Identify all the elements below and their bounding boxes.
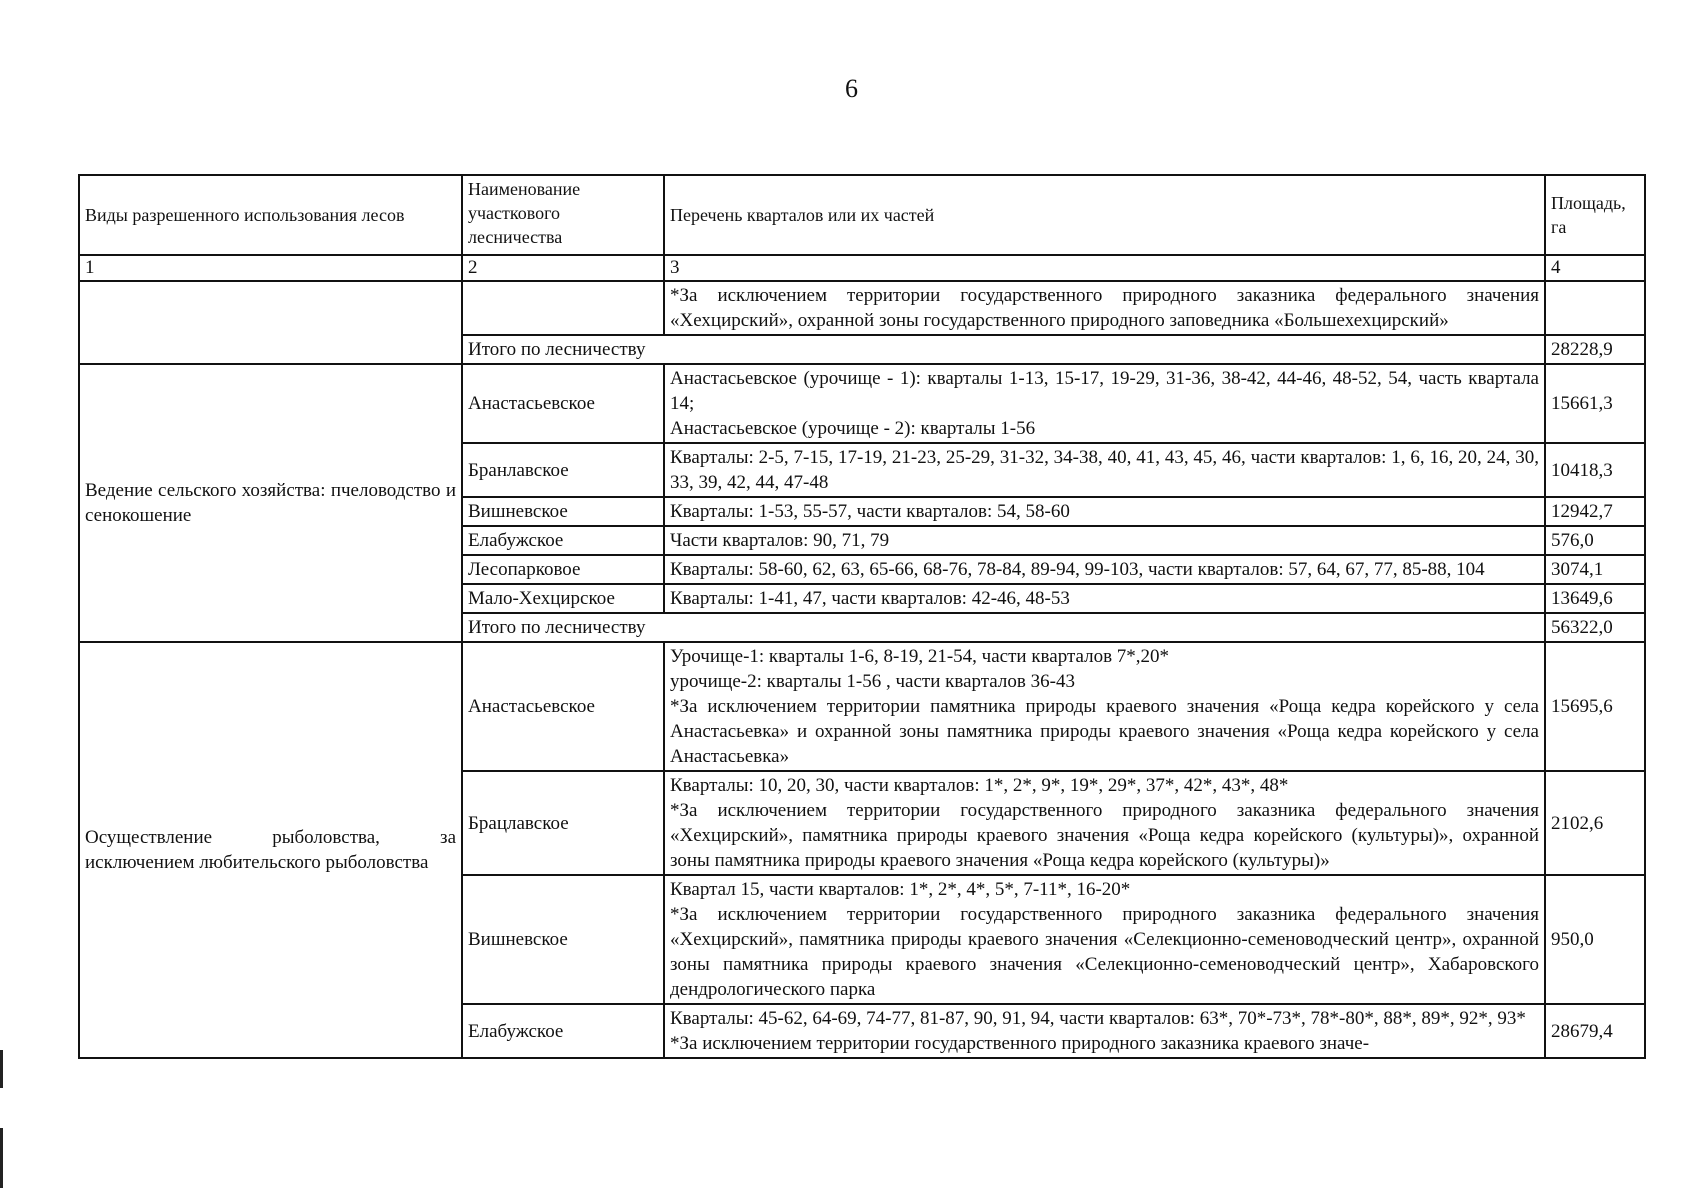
- quarters-line: *За исключением территории государственного природного заказника краевого значе-: [670, 1033, 1370, 1054]
- area-value: 12942,7: [1545, 497, 1645, 526]
- forestry-name: Елабужское: [462, 1004, 664, 1058]
- header-row: [79, 175, 1645, 255]
- forestry-name: Лесопарковое: [462, 555, 664, 584]
- column-number-row: [79, 255, 1645, 281]
- column-number-2: 2: [462, 255, 664, 281]
- use-type-cell-empty: [79, 281, 462, 364]
- column-number-3: 3: [664, 255, 1545, 281]
- quarters-list: [664, 642, 1545, 771]
- table-row: [79, 642, 1645, 771]
- quarters-line: *За исключением территории памятника природы краевого значения «Роща кедра корейского у села Анастасьевка» и охранной зоны памятника природы краевого значения «Роща кедра корейского у села Анастасьевка»: [670, 696, 1539, 767]
- area-cell-empty: [1545, 281, 1645, 335]
- page-number: 6: [845, 74, 858, 103]
- use-type-cell: Ведение сельского хозяйства: пчеловодство и сенокошение: [79, 364, 462, 642]
- header-quarters: Перечень кварталов или их частей: [664, 175, 1545, 255]
- total-label: Итого по лесничеству: [462, 335, 1545, 364]
- forestry-name: Бранлавское: [462, 443, 664, 497]
- scan-edge-mark: [0, 1128, 3, 1188]
- quarters-note: *За исключением территории государственного природного заказника федерального значения «Хехцирский», охранной зоны государственного природного заповедника «Большехехцирский»: [664, 281, 1545, 335]
- area-value: 13649,6: [1545, 584, 1645, 613]
- forestry-name: Анастасьевское: [462, 364, 664, 443]
- quarters-line: Квартал 15, части кварталов: 1*, 2*, 4*, 5*, 7-11*, 16-20*: [670, 879, 1131, 900]
- quarters-line: Кварталы: 10, 20, 30, части кварталов: 1*, 2*, 9*, 19*, 29*, 37*, 42*, 43*, 48*: [670, 775, 1289, 796]
- area-value: 3074,1: [1545, 555, 1645, 584]
- area-value: 950,0: [1545, 875, 1645, 1004]
- header-use-type: Виды разрешенного использования лесов: [79, 175, 462, 255]
- forestry-name: Елабужское: [462, 526, 664, 555]
- quarters-list: Кварталы: 1-41, 47, части кварталов: 42-46, 48-53: [664, 584, 1545, 613]
- area-value: 15661,3: [1545, 364, 1645, 443]
- quarters-list: [664, 771, 1545, 875]
- use-type-cell: Осуществление рыболовства, за исключением любительского рыболовства: [79, 642, 462, 1058]
- forestry-name: Мало-Хехцирское: [462, 584, 664, 613]
- quarters-line: *За исключением территории государственного природного заказника федерального значения «Хехцирский», памятника природы краевого значения «Роща кедра корейского (культуры)», охранной зоны памятника природы краевого значения «Роща кедра корейского (культуры)»: [670, 800, 1539, 871]
- quarters-list: Кварталы: 1-53, 55-57, части кварталов: 54, 58-60: [664, 497, 1545, 526]
- quarters-line: *За исключением территории государственного природного заказника федерального значения «Хехцирский», памятника природы краевого значения «Селекционно-семеноводческий центр», охранной зоны памятника природы краевого значения «Селекционно-семеноводческий центр», Хабаровского дендрологического парка: [670, 904, 1539, 1000]
- total-label: Итого по лесничеству: [462, 613, 1545, 642]
- area-value: 28679,4: [1545, 1004, 1645, 1058]
- table-row: [79, 281, 1645, 335]
- area-value: 576,0: [1545, 526, 1645, 555]
- quarters-line: Урочище-1: кварталы 1-6, 8-19, 21-54, части кварталов 7*,20*: [670, 646, 1170, 667]
- forestry-name: Анастасьевское: [462, 642, 664, 771]
- quarters-list: [664, 364, 1545, 443]
- forest-use-table: [78, 174, 1646, 1059]
- area-value: 10418,3: [1545, 443, 1645, 497]
- scan-edge-mark: [0, 1050, 3, 1088]
- column-number-1: 1: [79, 255, 462, 281]
- quarters-line: урочище-2: кварталы 1-56 , части кварталов 36-43: [670, 671, 1075, 692]
- forestry-name: Вишневское: [462, 875, 664, 1004]
- quarters-list: Кварталы: 2-5, 7-15, 17-19, 21-23, 25-29, 31-32, 34-38, 40, 41, 43, 45, 46, части кварталов: 1, 6, 16, 20, 24, 30, 33, 39, 42, 44, 47-48: [664, 443, 1545, 497]
- header-area: Площадь, га: [1545, 175, 1645, 255]
- quarters-list: Части кварталов: 90, 71, 79: [664, 526, 1545, 555]
- forestry-name: Брацлавское: [462, 771, 664, 875]
- forestry-cell-empty: [462, 281, 664, 335]
- table-row: [79, 364, 1645, 443]
- quarters-line: Анастасьевское (урочище - 1): кварталы 1-13, 15-17, 19-29, 31-36, 38-42, 44-46, 48-52, 54, часть квартала 14;: [670, 368, 1539, 414]
- header-forestry: Наименование участкового лесничества: [462, 175, 664, 255]
- quarters-line: Кварталы: 45-62, 64-69, 74-77, 81-87, 90, 91, 94, части кварталов: 63*, 70*-73*, 78*-80*, 88*, 89*, 92*, 93*: [670, 1008, 1526, 1029]
- total-area: 28228,9: [1545, 335, 1645, 364]
- total-area: 56322,0: [1545, 613, 1645, 642]
- quarters-list: [664, 1004, 1545, 1058]
- quarters-line: Анастасьевское (урочище - 2): кварталы 1-56: [670, 418, 1036, 439]
- area-value: 2102,6: [1545, 771, 1645, 875]
- quarters-list: Кварталы: 58-60, 62, 63, 65-66, 68-76, 78-84, 89-94, 99-103, части кварталов: 57, 64, 67, 77, 85-88, 104: [664, 555, 1545, 584]
- area-value: 15695,6: [1545, 642, 1645, 771]
- quarters-list: [664, 875, 1545, 1004]
- column-number-4: 4: [1545, 255, 1645, 281]
- forestry-name: Вишневское: [462, 497, 664, 526]
